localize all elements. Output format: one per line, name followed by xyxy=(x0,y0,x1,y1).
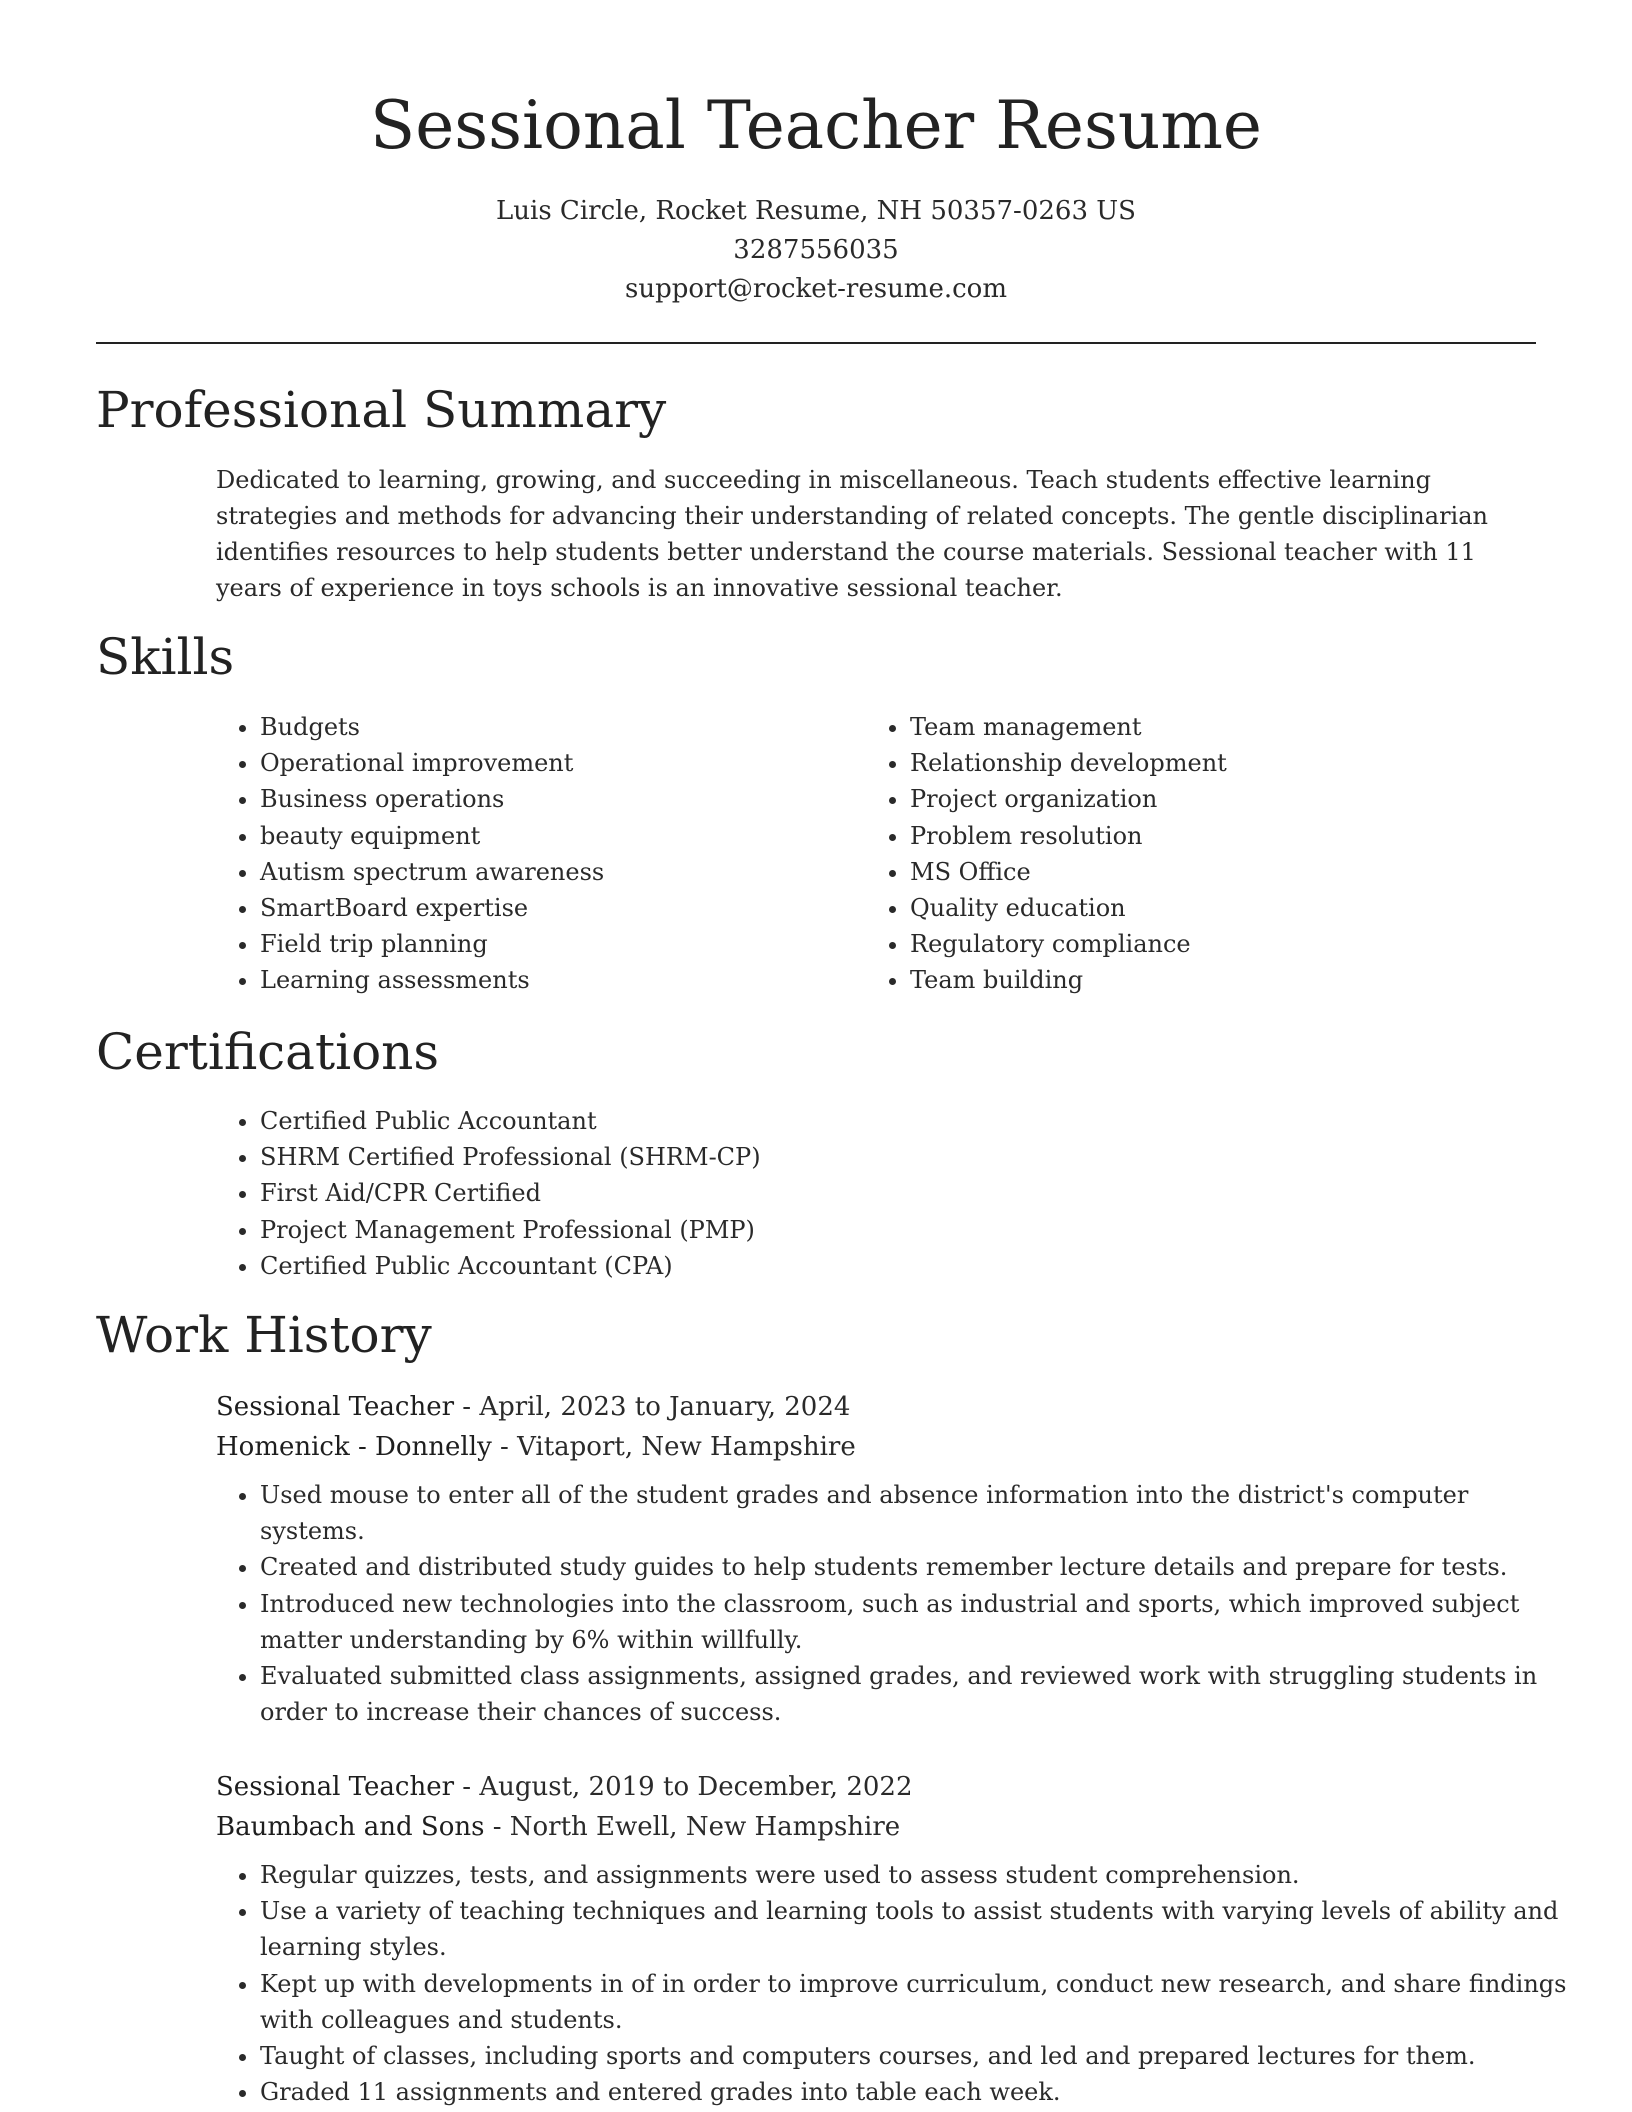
job-bullet: • Taught of classes, including sports and computers courses, and led and prepared lectures for them. xyxy=(260,2038,1580,2074)
job-bullet: • Created and distributed study guides to help students remember lecture details and prepare for tests. xyxy=(260,1549,1580,1585)
skill-item: • MS Office xyxy=(910,854,1530,890)
summary-text: Dedicated to learning, growing, and succeeding in miscellaneous. Teach students effective learning strategies and methods for advancing their understanding of related concepts. The gentle disciplinarian identifies resources to help students better understand the course materials. Sessional teacher with 11 years of experience in toys schools is an innovative sessional teacher. xyxy=(216,466,1488,602)
job-bullet: • Used mouse to enter all of the student grades and absence information into the district's computer systems. xyxy=(260,1477,1580,1549)
certification-item: • Certified Public Accountant xyxy=(260,1103,1580,1139)
job-header xyxy=(216,1387,1536,1467)
job-bullet: • Evaluated submitted class assignments, assigned grades, and reviewed work with struggling students in order to increase their chances of success. xyxy=(260,1658,1580,1730)
contact-block xyxy=(0,192,1632,309)
skill-item: • Team building xyxy=(910,962,1530,998)
job-company: Baumbach and Sons xyxy=(216,1812,485,1842)
job-title-line xyxy=(216,1767,1536,1807)
job-header xyxy=(216,1767,1536,1847)
skills-list-left xyxy=(216,709,860,999)
job-title: Sessional Teacher xyxy=(216,1392,455,1422)
header-divider xyxy=(96,342,1536,344)
contact-email: support@rocket-resume.com xyxy=(624,274,1007,304)
resume-title: Sessional Teacher Resume xyxy=(370,87,1262,164)
skill-item: • SmartBoard expertise xyxy=(260,890,860,926)
job-company-line xyxy=(216,1807,1536,1847)
certifications-list xyxy=(216,1103,1580,1284)
skill-item: • Regulatory compliance xyxy=(910,926,1530,962)
section-title-certifications: Certifications xyxy=(96,1023,440,1081)
job-company: Homenick - Donnelly xyxy=(216,1432,492,1462)
skill-item: • Quality education xyxy=(910,890,1530,926)
job-location: - North Ewell, New Hampshire xyxy=(484,1812,901,1842)
job-bullet: • Introduced new technologies into the classroom, such as industrial and sports, which improved subject matter understanding by 6% within willfully. xyxy=(260,1586,1580,1658)
job-dates: - April, 2023 to January, 2024 xyxy=(454,1392,851,1422)
job-bullet: • Regular quizzes, tests, and assignments were used to assess student comprehension. xyxy=(260,1857,1580,1893)
section-title-work-history: Work History xyxy=(96,1306,432,1364)
job-bullet: • Kept up with developments in of in order to improve curriculum, conduct new research, and share findings with colleagues and students. xyxy=(260,1966,1580,2038)
skill-item: • Learning assessments xyxy=(260,962,860,998)
skills-list-right xyxy=(866,709,1530,999)
skill-item: • Problem resolution xyxy=(910,818,1530,854)
job-dates: - August, 2019 to December, 2022 xyxy=(454,1772,913,1802)
certification-item: • Certified Public Accountant (CPA) xyxy=(260,1248,1580,1284)
certification-item: • Project Management Professional (PMP) xyxy=(260,1212,1580,1248)
skill-item: • beauty equipment xyxy=(260,818,860,854)
section-title-skills: Skills xyxy=(96,628,235,686)
certification-item: • First Aid/CPR Certified xyxy=(260,1175,1580,1211)
skill-item: • Autism spectrum awareness xyxy=(260,854,860,890)
job-bullets xyxy=(216,1857,1580,2110)
job-title-line xyxy=(216,1387,1536,1427)
section-title-summary: Professional Summary xyxy=(96,381,667,439)
skill-item: • Project organization xyxy=(910,781,1530,817)
job-company-line xyxy=(216,1427,1536,1467)
skill-item: • Team management xyxy=(910,709,1530,745)
skill-item: • Operational improvement xyxy=(260,745,860,781)
job-bullet: • Graded 11 assignments and entered grades into table each week. xyxy=(260,2074,1580,2110)
skill-item: • Field trip planning xyxy=(260,926,860,962)
job-title: Sessional Teacher xyxy=(216,1772,455,1802)
skill-item: • Relationship development xyxy=(910,745,1530,781)
certification-item: • SHRM Certified Professional (SHRM-CP) xyxy=(260,1139,1580,1175)
contact-phone: 3287556035 xyxy=(733,235,899,265)
job-bullet: • Use a variety of teaching techniques and learning tools to assist students with varying levels of ability and learning styles. xyxy=(260,1893,1580,1965)
skill-item: • Budgets xyxy=(260,709,860,745)
contact-address: Luis Circle, Rocket Resume, NH 50357-0263 US xyxy=(496,196,1136,226)
job-bullets xyxy=(216,1477,1580,1730)
job-location: - Vitaport, New Hampshire xyxy=(491,1432,856,1462)
skill-item: • Business operations xyxy=(260,781,860,817)
